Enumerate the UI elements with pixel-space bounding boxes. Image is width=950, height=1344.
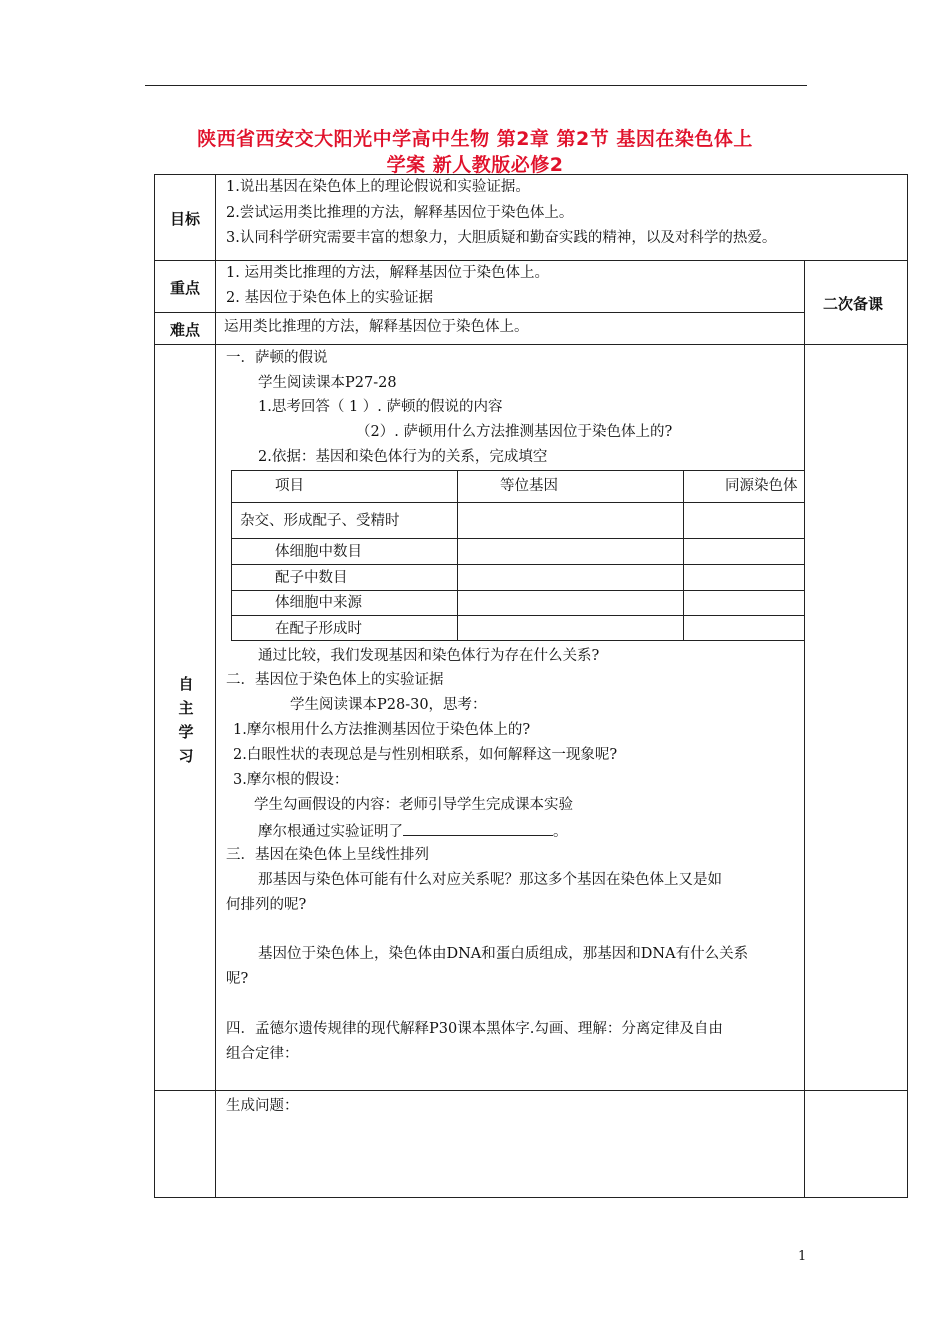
inner-table-header: 等位基因 xyxy=(500,478,558,494)
self-study-char: 自 xyxy=(178,675,194,693)
label-column-divider xyxy=(215,174,216,1197)
inner-table-border-bottom xyxy=(231,640,804,641)
table-border-right xyxy=(907,174,908,1197)
document-title-line1: 陕西省西安交大阳光中学高中生物 第2章 第2节 基因在染色体上 xyxy=(197,128,753,150)
key-point-item: 2. 基因位于染色体上的实验证据 xyxy=(226,290,433,306)
inner-table-border-left xyxy=(231,470,232,640)
section3-title: 三．基因在染色体上呈线性排列 xyxy=(226,847,429,863)
section2-proof-suffix: 。 xyxy=(553,824,568,840)
key-point-item: 1. 运用类比推理的方法，解释基因位于染色体上。 xyxy=(226,265,549,281)
generated-questions-label: 生成问题： xyxy=(226,1098,299,1114)
difficulty-label: 难点 xyxy=(170,321,201,339)
difficulty-text: 运用类比推理的方法，解释基因位于染色体上。 xyxy=(224,319,529,335)
section3-para2-line1: 基因位于染色体上，染色体由DNA和蛋白质组成，那基因和DNA有什么关系 xyxy=(258,946,749,962)
table-border-top xyxy=(154,174,908,175)
goal-item: 1.说出基因在染色体上的理论假说和实验证据。 xyxy=(226,179,530,195)
section4-line2: 组合定律： xyxy=(226,1046,299,1062)
row-divider-study xyxy=(154,1090,908,1091)
section2-proof xyxy=(258,821,568,841)
section1-question2: （2）. 萨顿用什么方法推测基因位于染色体上的? xyxy=(356,424,673,440)
section3-para2-line2: 呢? xyxy=(226,971,249,987)
row-divider-goal xyxy=(154,260,908,261)
inner-table-col-line xyxy=(683,470,684,640)
section2-question3: 3.摩尔根的假设： xyxy=(233,772,349,788)
inner-table-row-label: 在配子形成时 xyxy=(275,621,362,637)
self-study-char: 主 xyxy=(178,699,194,717)
row-divider-key xyxy=(154,312,804,313)
inner-table-header: 同源染色体 xyxy=(725,478,798,494)
section2-question2: 2.白眼性状的表现总是与性别相联系，如何解释这一现象呢? xyxy=(233,747,618,763)
goal-item: 3.认同科学研究需要丰富的想象力，大胆质疑和勤奋实践的精神，以及对科学的热爱。 xyxy=(226,230,777,246)
row-divider-difficulty xyxy=(154,344,908,345)
goal-item: 2.尝试运用类比推理的方法，解释基因位于染色体上。 xyxy=(226,205,574,221)
inner-table-border-top xyxy=(231,470,804,471)
notes-column-divider xyxy=(804,260,805,1197)
section2-question1: 1.摩尔根用什么方法推测基因位于染色体上的? xyxy=(233,722,531,738)
second-prep-label: 二次备课 xyxy=(823,295,884,313)
section4-line1: 四．孟德尔遗传规律的现代解释P30课本黑体字.勾画、理解：分离定律及自由 xyxy=(226,1021,723,1037)
section1-basis: 2.依据：基因和染色体行为的关系，完成填空 xyxy=(258,449,548,465)
section2-hypothesis: 学生勾画假设的内容：老师引导学生完成课本实验 xyxy=(254,797,573,813)
section1-reading: 学生阅读课本P27-28 xyxy=(258,375,397,391)
section2-title: 二．基因位于染色体上的实验证据 xyxy=(226,672,444,688)
section1-question1: 1.思考回答（ 1 ）. 萨顿的假说的内容 xyxy=(258,399,503,415)
section1-title: 一．萨顿的假说 xyxy=(226,350,328,366)
inner-table-row-line xyxy=(231,615,804,616)
inner-table-row-label: 体细胞中来源 xyxy=(275,595,362,611)
self-study-char: 学 xyxy=(178,723,194,741)
inner-table-row-line xyxy=(231,564,804,565)
inner-table-col-line xyxy=(457,470,458,640)
section2-proof-prefix: 摩尔根通过实验证明了 xyxy=(258,824,403,840)
section3-para1-line2: 何排列的呢? xyxy=(226,897,307,913)
table-border-bottom xyxy=(154,1197,908,1198)
goal-label: 目标 xyxy=(170,210,201,228)
section3-para1-line1: 那基因与染色体可能有什么对应关系呢？那这多个基因在染色体上又是如 xyxy=(258,872,722,888)
page-number: 1 xyxy=(798,1249,807,1264)
fill-in-blank[interactable] xyxy=(403,821,553,836)
key-label: 重点 xyxy=(170,279,201,297)
section1-compare: 通过比较，我们发现基因和染色体行为存在什么关系? xyxy=(258,648,600,664)
inner-table-row-line xyxy=(231,538,804,539)
self-study-label xyxy=(176,672,196,768)
inner-table-row-label: 体细胞中数目 xyxy=(275,544,362,560)
section2-reading: 学生阅读课本P28-30，思考： xyxy=(290,697,487,713)
header-rule xyxy=(145,85,807,86)
table-border-left xyxy=(154,174,155,1197)
document-title-line2: 学案 新人教版必修2 xyxy=(386,154,564,176)
inner-table-row-label: 杂交、形成配子、受精时 xyxy=(240,513,400,529)
inner-table-header: 项目 xyxy=(275,478,304,494)
self-study-char: 习 xyxy=(178,747,194,765)
inner-table-row-line xyxy=(231,590,804,591)
inner-table-row-label: 配子中数目 xyxy=(275,570,348,586)
inner-table-row-line xyxy=(231,502,804,503)
